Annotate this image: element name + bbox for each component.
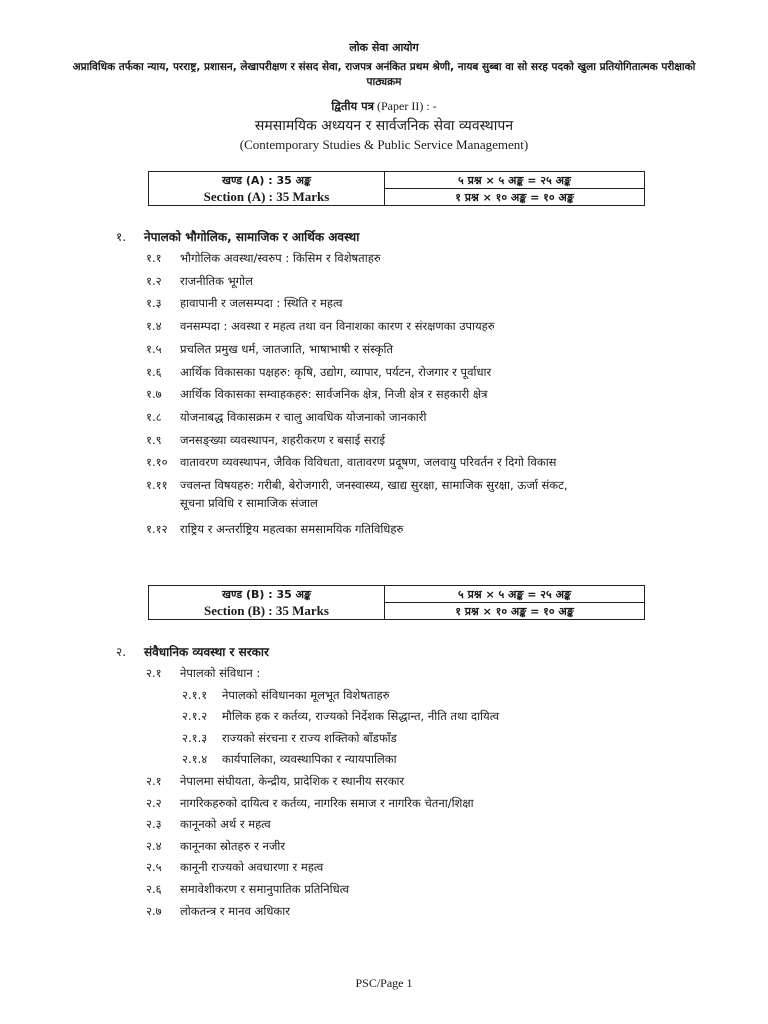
paper-label-en: (Paper II) : - (374, 99, 437, 113)
item-text: नागरिकहरुको दायित्व र कर्तव्य, नागरिक समाज र नागरिक चेतना/शिक्षा (180, 795, 474, 810)
list-item (146, 453, 556, 471)
item-number: १.१० (146, 455, 168, 470)
section-a-marks-row-2: १ प्रश्न × १० अङ्क = १० अङ्क (385, 189, 645, 206)
section-b-marks-row-2: १ प्रश्न × १० अङ्क = १० अङ्क (385, 603, 645, 620)
part1-heading (116, 228, 359, 245)
section-a-label (149, 172, 385, 206)
list-item (146, 476, 568, 512)
section-a-label-np: खण्ड (A) : 35 अङ्क (221, 173, 312, 187)
item-number: २.१.१ (182, 687, 208, 702)
list-item (146, 317, 495, 335)
item-text: कानूनका स्रोतहरु र नजीर (180, 838, 286, 853)
list-item (146, 431, 385, 449)
organization-name: लोक सेवा आयोग (349, 41, 419, 54)
item-text: राज्यको संरचना र राज्य शक्तिको बाँडफाँड (222, 730, 397, 745)
list-item (182, 707, 499, 725)
item-number: २.४ (146, 838, 162, 853)
paper-title-np: समसामयिक अध्ययन र सार्वजनिक सेवा व्यवस्थापन (254, 118, 514, 134)
section-a-marks-row-1: ५ प्रश्न × ५ अङ्क = २५ अङ्क (385, 172, 645, 189)
list-item (146, 794, 474, 812)
list-item (146, 385, 488, 403)
paper-label (0, 99, 768, 114)
item-number: २.५ (146, 860, 162, 875)
list-item (146, 837, 285, 855)
item-text: लोकतन्त्र र मानव अधिकार (180, 903, 290, 918)
paper-label-np: द्वितीय पत्र (331, 99, 375, 113)
item-number: १.२ (146, 273, 162, 288)
item-number: १.६ (146, 364, 162, 379)
list-item (146, 520, 403, 538)
item-number: १.३ (146, 296, 162, 311)
list-item (146, 294, 342, 312)
item-text: भौगोलिक अवस्था/स्वरुप : किसिम र विशेषताहरु (180, 251, 381, 265)
list-item (146, 664, 260, 682)
item-text: नेपालको संविधान : (180, 666, 261, 680)
item-number: २.६ (146, 882, 162, 896)
list-item (146, 408, 426, 426)
section-b-marks-table (148, 585, 645, 620)
section-b-label-np: खण्ड (B) : 35 अङ्क (222, 587, 311, 601)
item-text: जनसङ्ख्या व्यवस्थापन, शहरीकरण र बसाई सराई (180, 432, 386, 447)
list-item (146, 880, 349, 898)
section-b-marks-row-1: ५ प्रश्न × ५ अङ्क = २५ अङ्क (385, 586, 645, 603)
part2-title: संवैधानिक व्यवस्था र सरकार (144, 645, 269, 659)
item-text: योजनाबद्ध विकासक्रम र चालु आवधिक योजनाको जानकारी (180, 409, 427, 424)
list-item (182, 729, 397, 747)
paper-title-en: (Contemporary Studies & Public Service Management) (239, 137, 529, 152)
page-footer: PSC/Page 1 (355, 976, 413, 990)
item-text: कानूनको अर्थ र महत्व (180, 817, 271, 832)
item-number: २.१ (146, 666, 162, 680)
item-number: १.११ (146, 478, 168, 492)
item-text: राष्ट्रिय र अन्तर्राष्ट्रिय महत्वका समसामयिक गतिविधिहरु (180, 521, 404, 536)
item-text: नेपालमा संघीयता, केन्द्रीय, प्रादेशिक र स्थानीय सरकार (180, 774, 405, 788)
item-number: १.५ (146, 341, 162, 356)
part2-number: २. (116, 645, 127, 659)
item-number: २.१.४ (182, 752, 208, 767)
part2-heading (116, 643, 269, 660)
list-item (146, 858, 323, 876)
item-number: २.३ (146, 817, 162, 832)
list-item (182, 686, 390, 704)
item-text: नेपालको संविधानका मूलभूत विशेषताहरु (222, 687, 390, 702)
item-number: १.८ (146, 409, 162, 424)
part1-title: नेपालको भौगोलिक, सामाजिक र आर्थिक अवस्था (144, 230, 360, 244)
syllabus-subtitle: अप्राविधिक तर्फका न्याय, परराष्ट्र, प्रशासन, लेखापरीक्षण र संसद सेवा, राजपत्र अनंकित प्रथम श्रेणी, नायब सुब्बा वा सो सरह पदको खुला प्रतियोगितात्मक परीक्षाको पाठ्यक्रम (72, 61, 696, 88)
item-number: १.९ (146, 432, 162, 447)
item-text: मौलिक हक र कर्तव्य, राज्यको निर्देशक सिद्धान्त, नीति तथा दायित्व (222, 709, 500, 724)
list-item (146, 902, 290, 920)
item-text: ज्वलन्त विषयहरु: गरीबी, बेरोजगारी, जनस्वास्थ्य, खाद्य सुरक्षा, सामाजिक सुरक्षा, ऊर्जा संकट, (180, 478, 568, 492)
item-number: १.७ (146, 387, 162, 402)
item-number: २.१.२ (182, 709, 208, 724)
item-text: वातावरण व्यवस्थापन, जैविक विविधता, वातावरण प्रदूषण, जलवायु परिवर्तन र दिगो विकास (180, 455, 557, 470)
section-b-label-en: Section (B) : 35 Marks (204, 602, 329, 618)
section-a-marks-table (148, 171, 645, 206)
list-item (146, 272, 253, 290)
list-item (146, 363, 491, 381)
item-text: समावेशीकरण र समानुपातिक प्रतिनिधित्व (180, 882, 350, 896)
list-item (182, 750, 397, 768)
item-number: २.१ (146, 774, 162, 788)
item-text: वनसम्पदा : अवस्था र महत्व तथा वन विनाशका कारण र संरक्षणका उपायहरु (180, 319, 495, 334)
item-text-continued: सूचना प्रविधि र सामाजिक संजाल (180, 496, 318, 510)
part1-number: १. (116, 230, 127, 244)
list-item (146, 249, 381, 267)
item-number: १.१ (146, 251, 162, 265)
item-text: प्रचलित प्रमुख धर्म, जातजाति, भाषाभाषी र संस्कृति (180, 341, 394, 356)
item-text: कार्यपालिका, व्यवस्थापिका र न्यायपालिका (222, 752, 397, 767)
item-number: २.१.३ (182, 730, 208, 745)
item-text: राजनीतिक भूगोल (180, 273, 253, 288)
document-header (0, 40, 768, 153)
item-text: हावापानी र जलसम्पदा : स्थिति र महत्व (180, 296, 343, 311)
list-item (146, 815, 271, 833)
item-number: १.१२ (146, 521, 168, 536)
item-text: आर्थिक विकासका पक्षहरु: कृषि, उद्योग, व्यापार, पर्यटन, रोजगार र पूर्वाधार (180, 364, 492, 379)
section-b-label (149, 586, 385, 620)
item-number: २.२ (146, 795, 162, 810)
list-item (146, 772, 404, 790)
section-a-label-en: Section (A) : 35 Marks (203, 188, 330, 204)
item-number: १.४ (146, 319, 162, 334)
list-item (146, 340, 393, 358)
item-text: कानूनी राज्यको अवधारणा र महत्व (180, 860, 324, 875)
item-number: २.७ (146, 903, 162, 918)
item-text: आर्थिक विकासका सम्वाहकहरु: सार्वजनिक क्षेत्र, निजी क्षेत्र र सहकारी क्षेत्र (180, 387, 488, 402)
